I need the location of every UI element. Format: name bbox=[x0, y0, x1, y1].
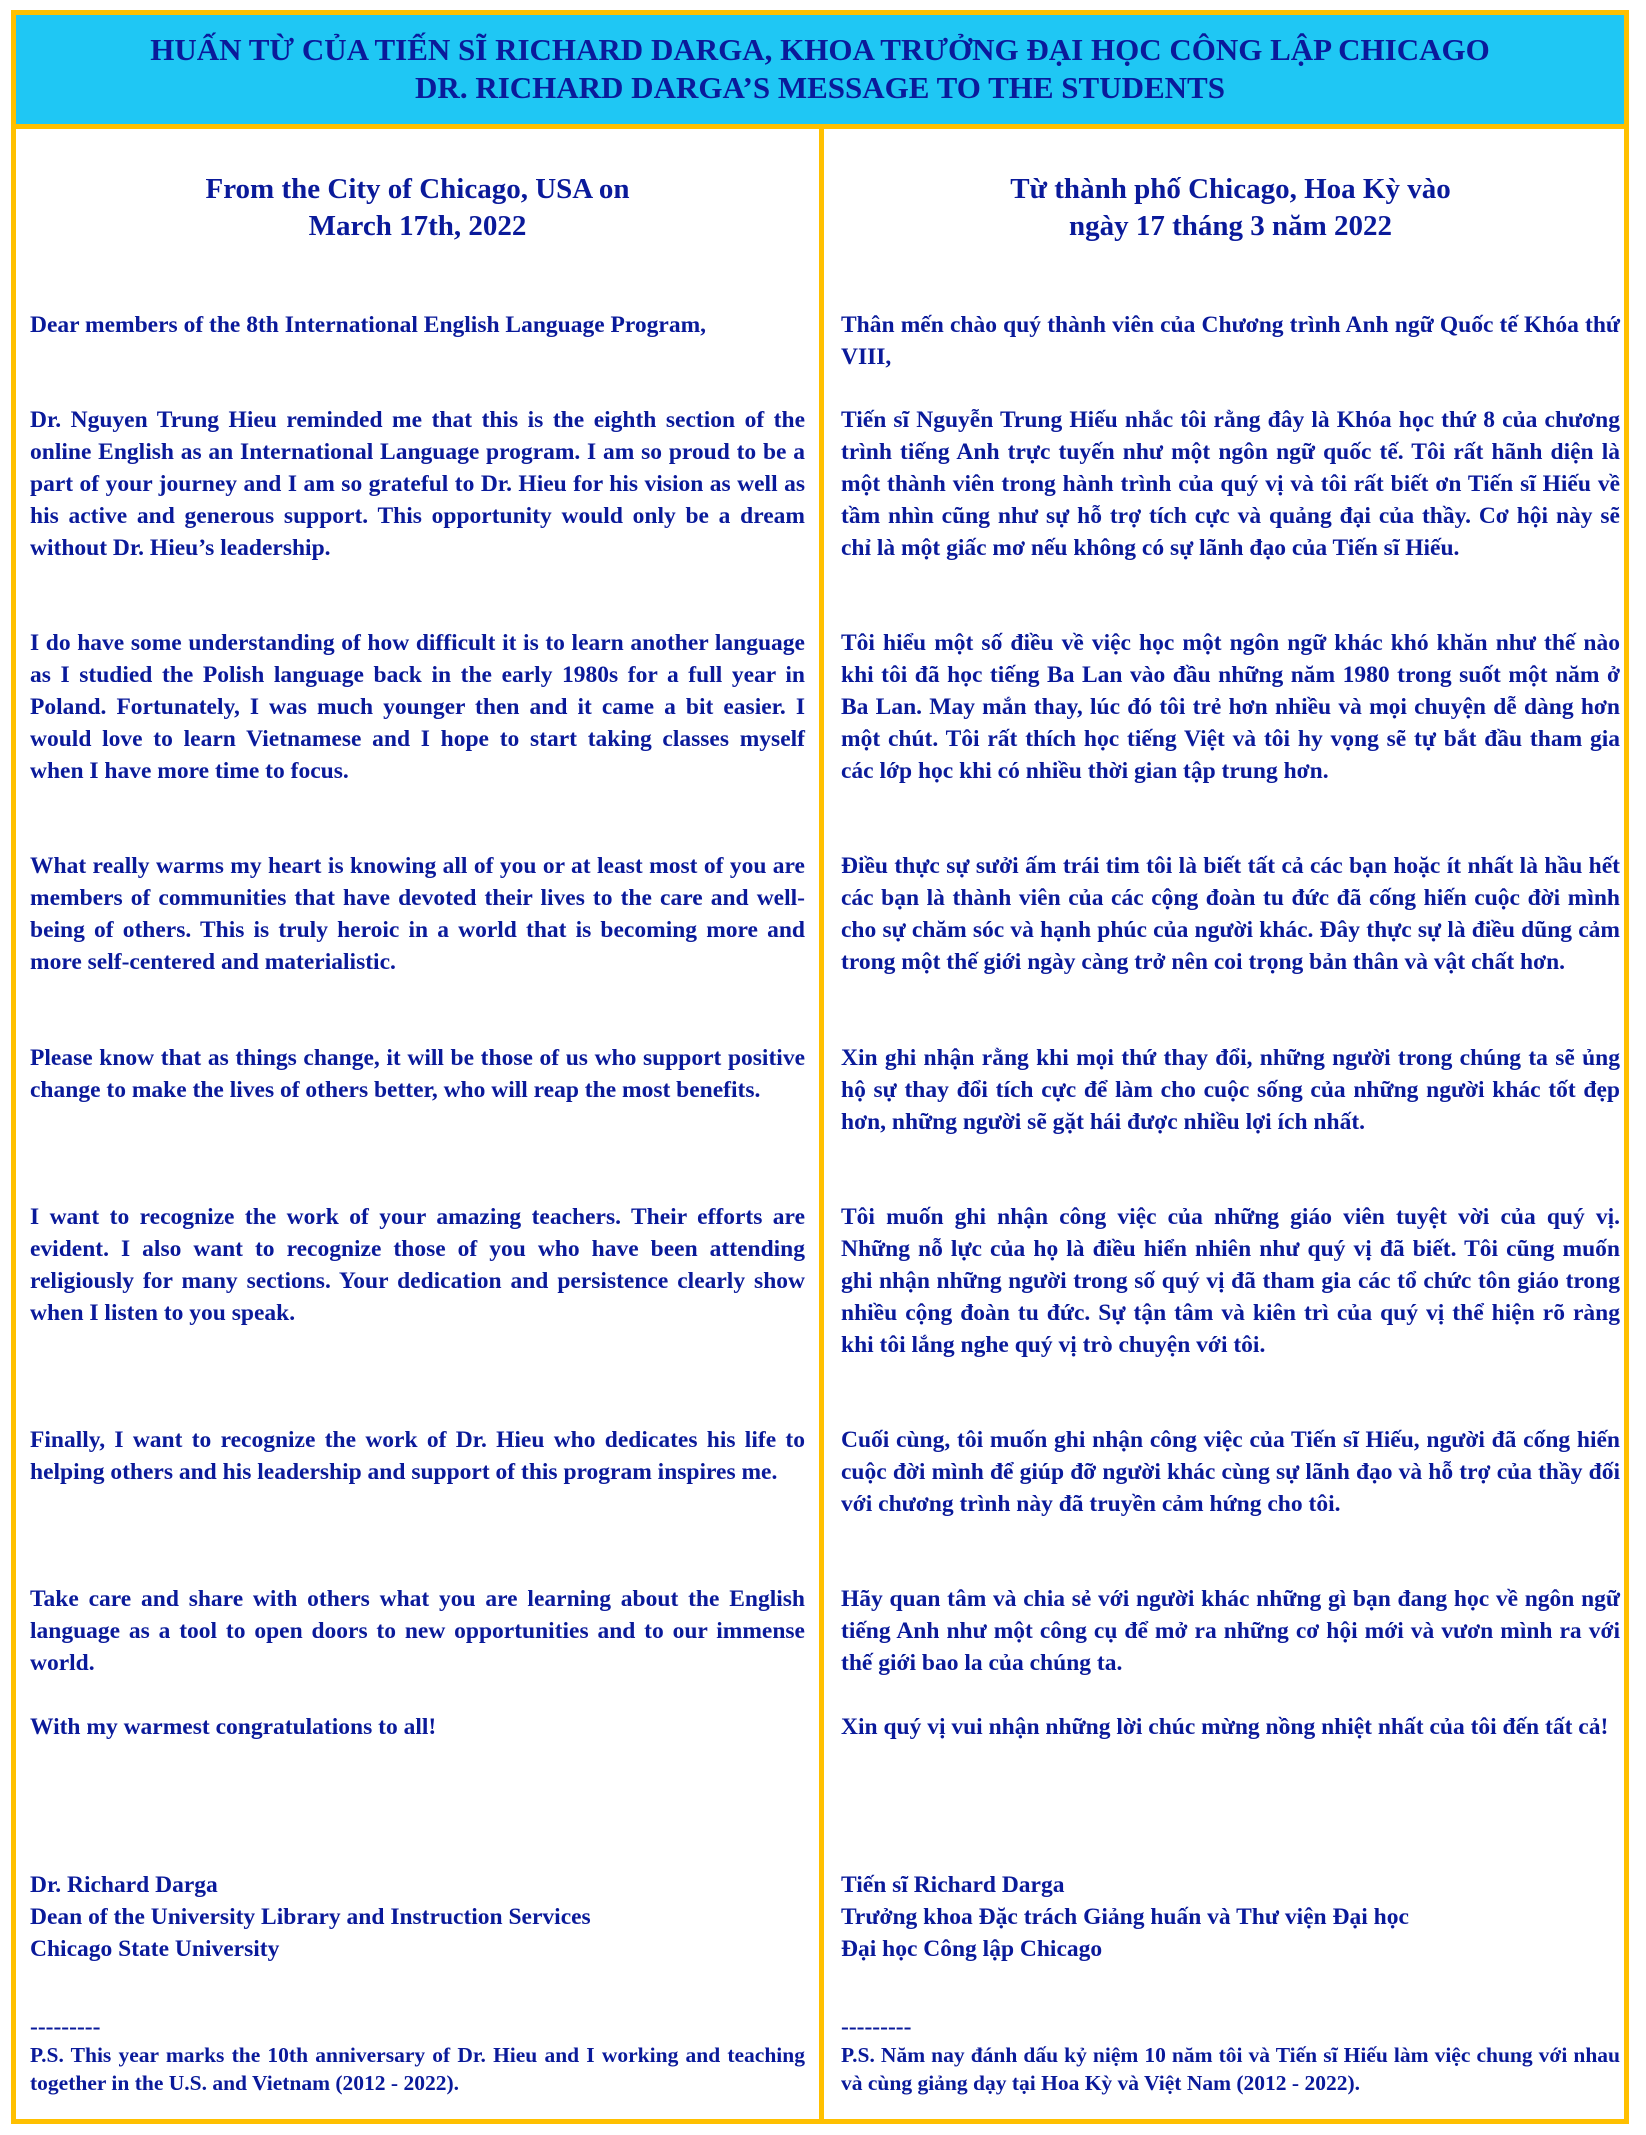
signature-institution: Đại học Công lập Chicago bbox=[841, 1935, 1103, 1962]
english-paragraph: Dr. Nguyen Trung Hieu reminded me that this is the eighth section of the online English as an International Language program. I am so proud to be a part of your journey and I am so grateful to Dr. Hieu for his vision as well as his active and generous support. This opportunity would only be a dream without Dr. Hieu’s leadership. bbox=[30, 407, 805, 561]
english-paragraph: Take care and share with others what you are learning about the English language as a tool to open doors to new opportunities and to our immense world. bbox=[30, 1586, 805, 1676]
vietnamese-paragraph: Hãy quan tâm và chia sẻ với người khác những gì bạn đang học về ngôn ngữ tiếng Anh như một công cụ để mở ra những cơ hội mới và vươn mình ra với thế giới bao la của chúng ta. bbox=[841, 1586, 1620, 1676]
vietnamese-paragraph: Tiến sĩ Nguyễn Trung Hiếu nhắc tôi rằng đây là Khóa học thứ 8 của chương trình tiếng Anh trực tuyến như một ngôn ngữ quốc tế. Tôi rất hãnh diện là một thành viên trong hành trình của quý vị và tôi rất biết ơn Tiến sĩ Hiếu về tầm nhìn cũng như sự hỗ trợ tích cực và quảng đại của thầy. Cơ hội này sẽ chỉ là một giấc mơ nếu không có sự lãnh đạo của Tiến sĩ Hiếu. bbox=[841, 407, 1620, 561]
english-postscript: P.S. This year marks the 10th anniversary of Dr. Hieu and I working and teaching together in the U.S. and Vietnam (2012 - 2022). bbox=[30, 2043, 805, 2095]
vietnamese-paragraph: Tôi muốn ghi nhận công việc của những giáo viên tuyệt vời của quý vị. Những nỗ lực của họ là điều hiển nhiên như quý vị đã biết. Tôi cũng muốn ghi nhận những người trong số quý vị đã tham gia các tổ chức tôn giáo trong nhiều cộng đoàn tu đức. Sự tận tâm và kiên trì của quý vị thể hiện rõ ràng khi tôi lắng nghe quý vị trò chuyện với tôi. bbox=[841, 1204, 1620, 1358]
header-title-vietnamese: HUẤN TỪ CỦA TIẾN SĨ RICHARD DARGA, KHOA TRƯỞNG ĐẠI HỌC CÔNG LẬP CHICAGO bbox=[150, 32, 1490, 67]
signature-title: Trưởng khoa Đặc trách Giảng huấn và Thư viện Đại học bbox=[841, 1903, 1409, 1930]
letter-frame bbox=[11, 10, 1629, 2124]
english-date-line2: March 17th, 2022 bbox=[308, 210, 527, 242]
english-separator: --------- bbox=[30, 2014, 101, 2040]
vietnamese-postscript: P.S. Năm nay đánh dấu kỷ niệm 10 năm tôi và Tiến sĩ Hiếu làm việc chung với nhau và cùng giảng dạy tại Hoa Kỳ và Việt Nam (2012 - 2022). bbox=[841, 2043, 1620, 2095]
vietnamese-date-heading bbox=[841, 171, 1620, 245]
header-banner bbox=[16, 15, 1624, 129]
signature-institution: Chicago State University bbox=[30, 1935, 280, 1962]
vietnamese-paragraph: Tôi hiểu một số điều về việc học một ngôn ngữ khác khó khăn như thế nào khi tôi đã học tiếng Ba Lan vào đầu những năm 1980 trong suốt một năm ở Ba Lan. May mắn thay, lúc đó tôi trẻ hơn nhiều và mọi chuyện dễ dàng hơn một chút. Tôi rất thích học tiếng Việt và tôi hy vọng sẽ tự bắt đầu tham gia các lớp học khi có nhiều thời gian tập trung hơn. bbox=[841, 630, 1620, 784]
signature-title: Dean of the University Library and Instruction Services bbox=[30, 1903, 591, 1930]
english-greeting: Dear members of the 8th International English Language Program, bbox=[30, 312, 707, 338]
vietnamese-paragraph: Điều thực sự sưởi ấm trái tim tôi là biết tất cả các bạn hoặc ít nhất là hầu hết các bạn là thành viên của các cộng đoàn tu đức đã cống hiến cuộc đời mình cho sự chăm sóc và hạnh phúc của người khác. Đây thực sự là điều dũng cảm trong một thế giới ngày càng trở nên coi trọng bản thân và vật chất hơn. bbox=[841, 853, 1620, 975]
vietnamese-paragraph: Cuối cùng, tôi muốn ghi nhận công việc của Tiến sĩ Hiếu, người đã cống hiến cuộc đời mình để giúp đỡ người khác cùng sự lãnh đạo và hỗ trợ của thầy đối với chương trình này đã truyền cảm hứng cho tôi. bbox=[841, 1427, 1620, 1517]
vietnamese-separator: --------- bbox=[841, 2014, 912, 2040]
english-paragraph: I do have some understanding of how difficult it is to learn another language as I studied the Polish language back in the early 1980s for a full year in Poland. Fortunately, I was much younger then and it came a bit easier. I would love to learn Vietnamese and I hope to start taking classes myself when I have more time to focus. bbox=[30, 630, 805, 784]
vietnamese-greeting: Thân mến chào quý thành viên của Chương trình Anh ngữ Quốc tế Khóa thứ VIII, bbox=[841, 312, 1620, 370]
column-divider bbox=[819, 129, 824, 2119]
signature-name: Dr. Richard Darga bbox=[30, 1872, 218, 1898]
vietnamese-date-line2: ngày 17 tháng 3 năm 2022 bbox=[1068, 210, 1393, 242]
vietnamese-signature bbox=[841, 1870, 1620, 1966]
vietnamese-closing: Xin quý vị vui nhận những lời chúc mừng nồng nhiệt nhất của tôi đến tất cả! bbox=[841, 1714, 1609, 1740]
english-paragraph: What really warms my heart is knowing all of you or at least most of you are members of communities that have devoted their lives to the care and well-being of others. This is truly heroic in a world that is becoming more and more self-centered and materialistic. bbox=[30, 853, 805, 975]
header-title-english: DR. RICHARD DARGA’S MESSAGE TO THE STUDENTS bbox=[415, 70, 1225, 105]
english-paragraph: Finally, I want to recognize the work of Dr. Hieu who dedicates his life to helping others and his leadership and support of this program inspires me. bbox=[30, 1427, 805, 1485]
signature-name: Tiến sĩ Richard Darga bbox=[841, 1872, 1065, 1898]
english-date-heading bbox=[30, 171, 805, 245]
english-date-line1: From the City of Chicago, USA on bbox=[205, 173, 630, 205]
vietnamese-paragraph: Xin ghi nhận rằng khi mọi thứ thay đổi, những người trong chúng ta sẽ ủng hộ sự thay đổi tích cực để làm cho cuộc sống của những người khác tốt đẹp hơn, những người sẽ gặt hái được nhiều lợi ích nhất. bbox=[841, 1045, 1620, 1135]
english-paragraph: Please know that as things change, it will be those of us who support positive change to make the lives of others better, who will reap the most benefits. bbox=[30, 1045, 805, 1103]
english-closing: With my warmest congratulations to all! bbox=[30, 1714, 437, 1740]
english-signature bbox=[30, 1870, 805, 1966]
vietnamese-date-line1: Từ thành phố Chicago, Hoa Kỳ vào bbox=[1010, 173, 1451, 205]
english-paragraph: I want to recognize the work of your amazing teachers. Their efforts are evident. I also want to recognize those of you who have been attending religiously for many sections. Your dedication and persistence clearly show when I listen to you speak. bbox=[30, 1204, 805, 1326]
